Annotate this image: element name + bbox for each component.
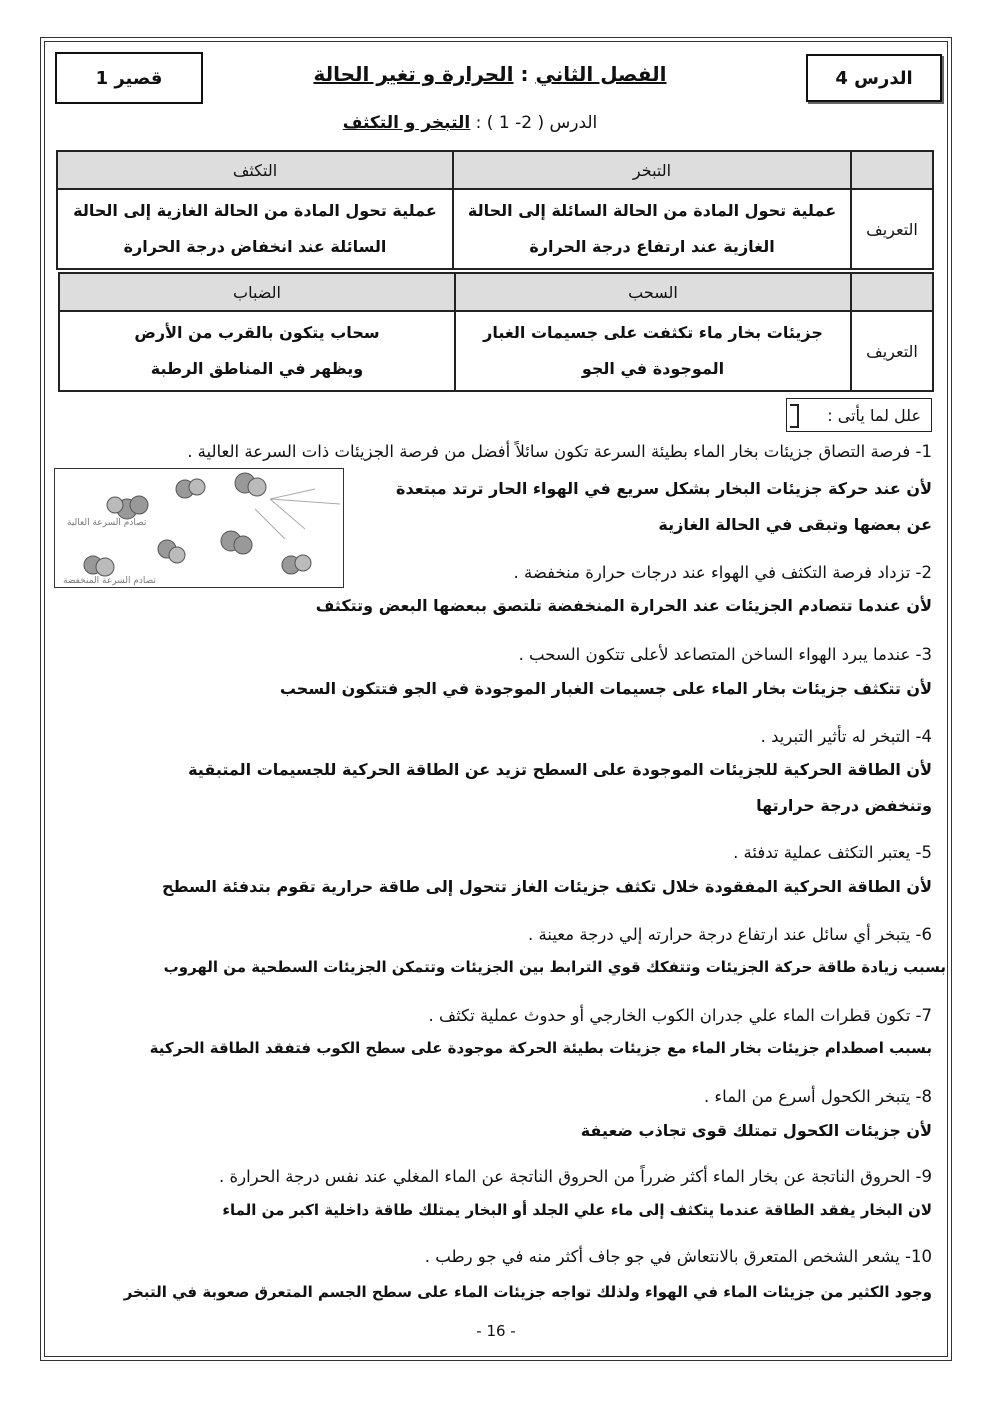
answer-9: لان البخار يفقد الطاقة عندما يتكثف إلى ماء علي الجلد أو البخار يمتلك طاقة داخلية اكبر من الماء — [222, 1201, 932, 1219]
collision-illustration — [55, 469, 343, 587]
molecule-collision-figure — [54, 468, 344, 588]
answer-4-line1: لأن الطاقة الحركية للجزيئات الموجودة على السطح تزيد عن الطاقة الحركية للجسيمات المتبقية — [188, 760, 932, 779]
condensation-definition-line2: السائلة عند انخفاض درجة الحرارة — [123, 237, 387, 256]
lesson-topic: التبخر و التكثف — [342, 113, 471, 133]
chapter-separator: : — [513, 62, 536, 86]
lesson-number-text: الدرس 4 — [835, 67, 913, 89]
clouds-fog-table — [58, 272, 934, 392]
fog-definition-line1: سحاب يتكون بالقرب من الأرض — [134, 323, 380, 342]
header-clouds: السحب — [455, 273, 851, 311]
question-2: 2- تزداد فرصة التكثف في الهواء عند درجات حرارة منخفضة . — [513, 563, 932, 582]
condensation-definition-line1: عملية تحول المادة من الحالة الغازية إلى الحالة — [73, 201, 437, 220]
lesson-number-box — [806, 54, 942, 102]
answer-7: بسبب اصطدام جزيئات بخار الماء مع جزيئات بطيئة الحركة موجودة على سطح الكوب فتفقد الطاقة الحركية — [149, 1039, 932, 1057]
answer-4-line2: وتنخفض درجة حرارتها — [756, 796, 932, 815]
answer-5: لأن الطاقة الحركية المفقودة خلال تكثف جزيئات الغاز تتحول إلى طاقة حرارية تقوم بتدفئة السطح — [161, 877, 932, 896]
row-label-definition: التعريف — [851, 189, 933, 269]
quiz-box — [55, 52, 203, 104]
answer-1-line1: لأن عند حركة جزيئات البخار بشكل سريع في الهواء الحار ترتد مبتعدة — [396, 479, 932, 498]
answer-2: لأن عندما تتصادم الجزيئات عند الحرارة المنخفضة تلتصق ببعضها البعض وتتكثف — [315, 596, 932, 615]
question-9: 9- الحروق الناتجة عن بخار الماء أكثر ضرراً من الحروق الناتجة عن الماء المغلي عند نفس درجة الحرارة . — [218, 1167, 932, 1186]
reason-heading-box — [786, 398, 932, 432]
row-label-definition-2: التعريف — [851, 311, 933, 391]
header-evaporation: التبخر — [453, 151, 851, 189]
evaporation-condensation-table — [56, 150, 934, 270]
figure-label-low: تصادم السرعة المنخفضة — [63, 576, 156, 586]
evaporation-definition-line2: الغازية عند ارتفاع درجة الحرارة — [529, 237, 775, 256]
figure-label-high: تصادم السرعة العالية — [67, 518, 147, 528]
clouds-definition-line1: جزيئات بخار ماء تكثفت على جسيمات الغبار — [483, 323, 823, 342]
answer-8: لأن جزيئات الكحول تمتلك قوى تجاذب ضعيفة — [580, 1121, 932, 1140]
header-condensation: التكثف — [57, 151, 453, 189]
answer-10: وجود الكثير من جزيئات الماء في الهواء ولذلك تواجه جزيئات الماء على سطح الجسم المتعرق صعوبة في التبخر — [123, 1283, 932, 1301]
evaporation-definition-line1: عملية تحول المادة من الحالة السائلة إلى الحالة — [467, 201, 837, 220]
reason-heading: علل لما يأتى : — [827, 405, 921, 425]
question-1: 1- فرصة التصاق جزيئات بخار الماء بطيئة السرعة تكون سائلاً أفضل من فرصة الجزيئات ذات السرعة العالية . — [187, 442, 932, 461]
answer-1-line2: عن بعضها وتبقى في الحالة الغازية — [658, 515, 932, 534]
table1-corner — [851, 151, 933, 189]
page-number: - 16 - — [476, 1322, 516, 1340]
lesson-subtitle — [320, 113, 620, 133]
chapter-title — [300, 62, 680, 86]
answer-6: بسبب زيادة طاقة حركة الجزيئات وتتفكك قوي الترابط بين الجزيئات وتتمكن الجزيئات السطحية من الهروب — [163, 958, 946, 976]
clouds-definition — [455, 311, 851, 391]
answer-3: لأن تتكثف جزيئات بخار الماء على جسيمات الغبار الموجودة في الجو فتتكون السحب — [279, 679, 932, 698]
table2-corner — [851, 273, 933, 311]
chapter-prefix: الفصل الثاني — [535, 62, 667, 86]
question-4: 4- التبخر له تأثير التبريد . — [760, 727, 932, 746]
question-6: 6- يتبخر أي سائل عند ارتفاع درجة حرارته إلي درجة معينة . — [528, 925, 932, 944]
question-7: 7- تكون قطرات الماء علي جدران الكوب الخارجي أو حدوث عملية تكثف . — [428, 1006, 932, 1025]
fog-definition-line2: ويظهر في المناطق الرطبة — [150, 359, 364, 378]
lesson-prefix: الدرس ( 2- 1 ) : — [470, 113, 598, 133]
question-5: 5- يعتبر التكثف عملية تدفئة . — [733, 843, 932, 862]
header-fog: الضباب — [59, 273, 455, 311]
question-10: 10- يشعر الشخص المتعرق بالانتعاش في جو جاف أكثر منه في جو رطب . — [424, 1247, 932, 1266]
question-8: 8- يتبخر الكحول أسرع من الماء . — [703, 1087, 932, 1106]
clouds-definition-line2: الموجودة في الجو — [581, 359, 725, 378]
evaporation-definition — [453, 189, 851, 269]
question-3: 3- عندما يبرد الهواء الساخن المتصاعد لأعلى تتكون السحب . — [518, 645, 932, 664]
condensation-definition — [57, 189, 453, 269]
fog-definition — [59, 311, 455, 391]
chapter-topic: الحرارة و تغير الحالة — [313, 62, 514, 86]
quiz-text: قصير 1 — [95, 67, 163, 89]
bracket-mark — [790, 404, 799, 428]
